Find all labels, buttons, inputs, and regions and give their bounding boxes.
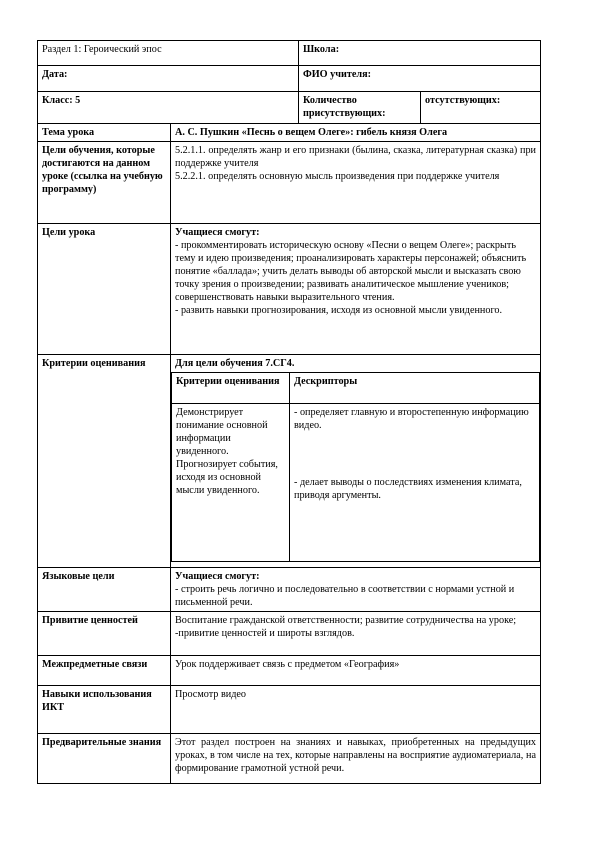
objective-item: 5.2.1.1. определять жанр и его признаки (былина, сказка, литературная сказка) при поддержке учителя — [175, 145, 536, 169]
prior-label: Предварительные знания — [38, 734, 171, 784]
date-cell: Дата: — [38, 66, 299, 92]
language-cell — [171, 568, 541, 612]
class-cell: Класс: 5 — [38, 92, 299, 124]
criteria-goal: Для цели обучения 7.СГ4. — [175, 358, 295, 369]
section-cell: Раздел 1: Героический эпос — [38, 41, 299, 66]
values-line: Воспитание гражданской ответственности; развитие сотрудничества на уроке; — [175, 615, 517, 626]
values-label: Привитие ценностей — [38, 612, 171, 656]
criteria-body-row — [172, 404, 540, 562]
row-topic — [38, 124, 541, 142]
values-line: -привитие ценностей и широты взглядов. — [175, 628, 355, 639]
cross-text: Урок поддерживает связь с предметом «География» — [171, 656, 541, 686]
cross-label: Межпредметные связи — [38, 656, 171, 686]
row-section — [38, 41, 541, 66]
teacher-cell: ФИО учителя: — [299, 66, 541, 92]
row-prior — [38, 734, 541, 784]
lesson-plan-table — [37, 40, 541, 784]
criteria-label: Критерии оценивания — [38, 355, 171, 568]
objectives-label: Цели обучения, которые достигаются на данном уроке (ссылка на учебную программу) — [38, 142, 171, 224]
row-ict — [38, 686, 541, 734]
row-criteria — [38, 355, 541, 568]
row-cross — [38, 656, 541, 686]
language-text: - строить речь логично и последовательно в соответствии с нормами устной и письменной речи. — [175, 584, 515, 608]
values-cell — [171, 612, 541, 656]
descriptor-item: - делает выводы о последствиях изменения климата, приводя аргументы. — [294, 477, 522, 501]
goal-item: - развить навыки прогнозирования, исходя из основной мысли увиденного. — [175, 305, 503, 316]
topic-label: Тема урока — [38, 124, 171, 142]
descriptors-cell — [290, 404, 540, 562]
criteria-col1-header: Критерии оценивания — [172, 373, 290, 404]
row-goals — [38, 224, 541, 355]
goal-item: - прокомментировать историческую основу «Песни о вещем Олеге»; раскрыть тему и идею произведения; проанализировать характеры персонажей; объяснить понятие «баллада»; учить делать выводы об авторской мысли и высказать свою точку зрения о произведении; развивать аналитическое мышление учеников; совершенствовать навыки выразительного чтения. — [175, 240, 527, 303]
criteria-col2-header: Дескрипторы — [290, 373, 540, 404]
row-values — [38, 612, 541, 656]
lesson-plan-page — [37, 40, 540, 784]
descriptor-item: - определяет главную и второстепенную информацию видео. — [294, 407, 529, 431]
ict-label: Навыки использования ИКТ — [38, 686, 171, 734]
goals-label: Цели урока — [38, 224, 171, 355]
criteria-text: Демонстрирует понимание основной информации увиденного. Прогнозирует события, исходя из основной мысли увиденного. — [172, 404, 290, 562]
topic-value: А. С. Пушкин «Песнь о вещем Олеге»: гибель князя Олега — [171, 124, 541, 142]
language-label: Языковые цели — [38, 568, 171, 612]
present-cell: Количество присутствующих: — [299, 92, 421, 124]
goals-cell — [171, 224, 541, 355]
criteria-header-row — [172, 373, 540, 404]
prior-text: Этот раздел построен на знаниях и навыках, приобретенных на предыдущих уроках, в том числе на тех, которые направлены на восприятие аудиоматериала, на формирование грамотной устной речи. — [171, 734, 541, 784]
criteria-cell — [171, 355, 541, 568]
absent-cell: отсутствующих: — [421, 92, 541, 124]
criteria-table — [171, 372, 540, 562]
row-objectives — [38, 142, 541, 224]
row-language — [38, 568, 541, 612]
objective-item: 5.2.2.1. определять основную мысль произведения при поддержке учителя — [175, 171, 500, 182]
row-class — [38, 92, 541, 124]
row-date — [38, 66, 541, 92]
school-cell: Школа: — [299, 41, 541, 66]
objectives-cell — [171, 142, 541, 224]
language-heading: Учащиеся смогут: — [175, 571, 260, 582]
ict-text: Просмотр видео — [171, 686, 541, 734]
goals-heading: Учащиеся смогут: — [175, 227, 260, 238]
